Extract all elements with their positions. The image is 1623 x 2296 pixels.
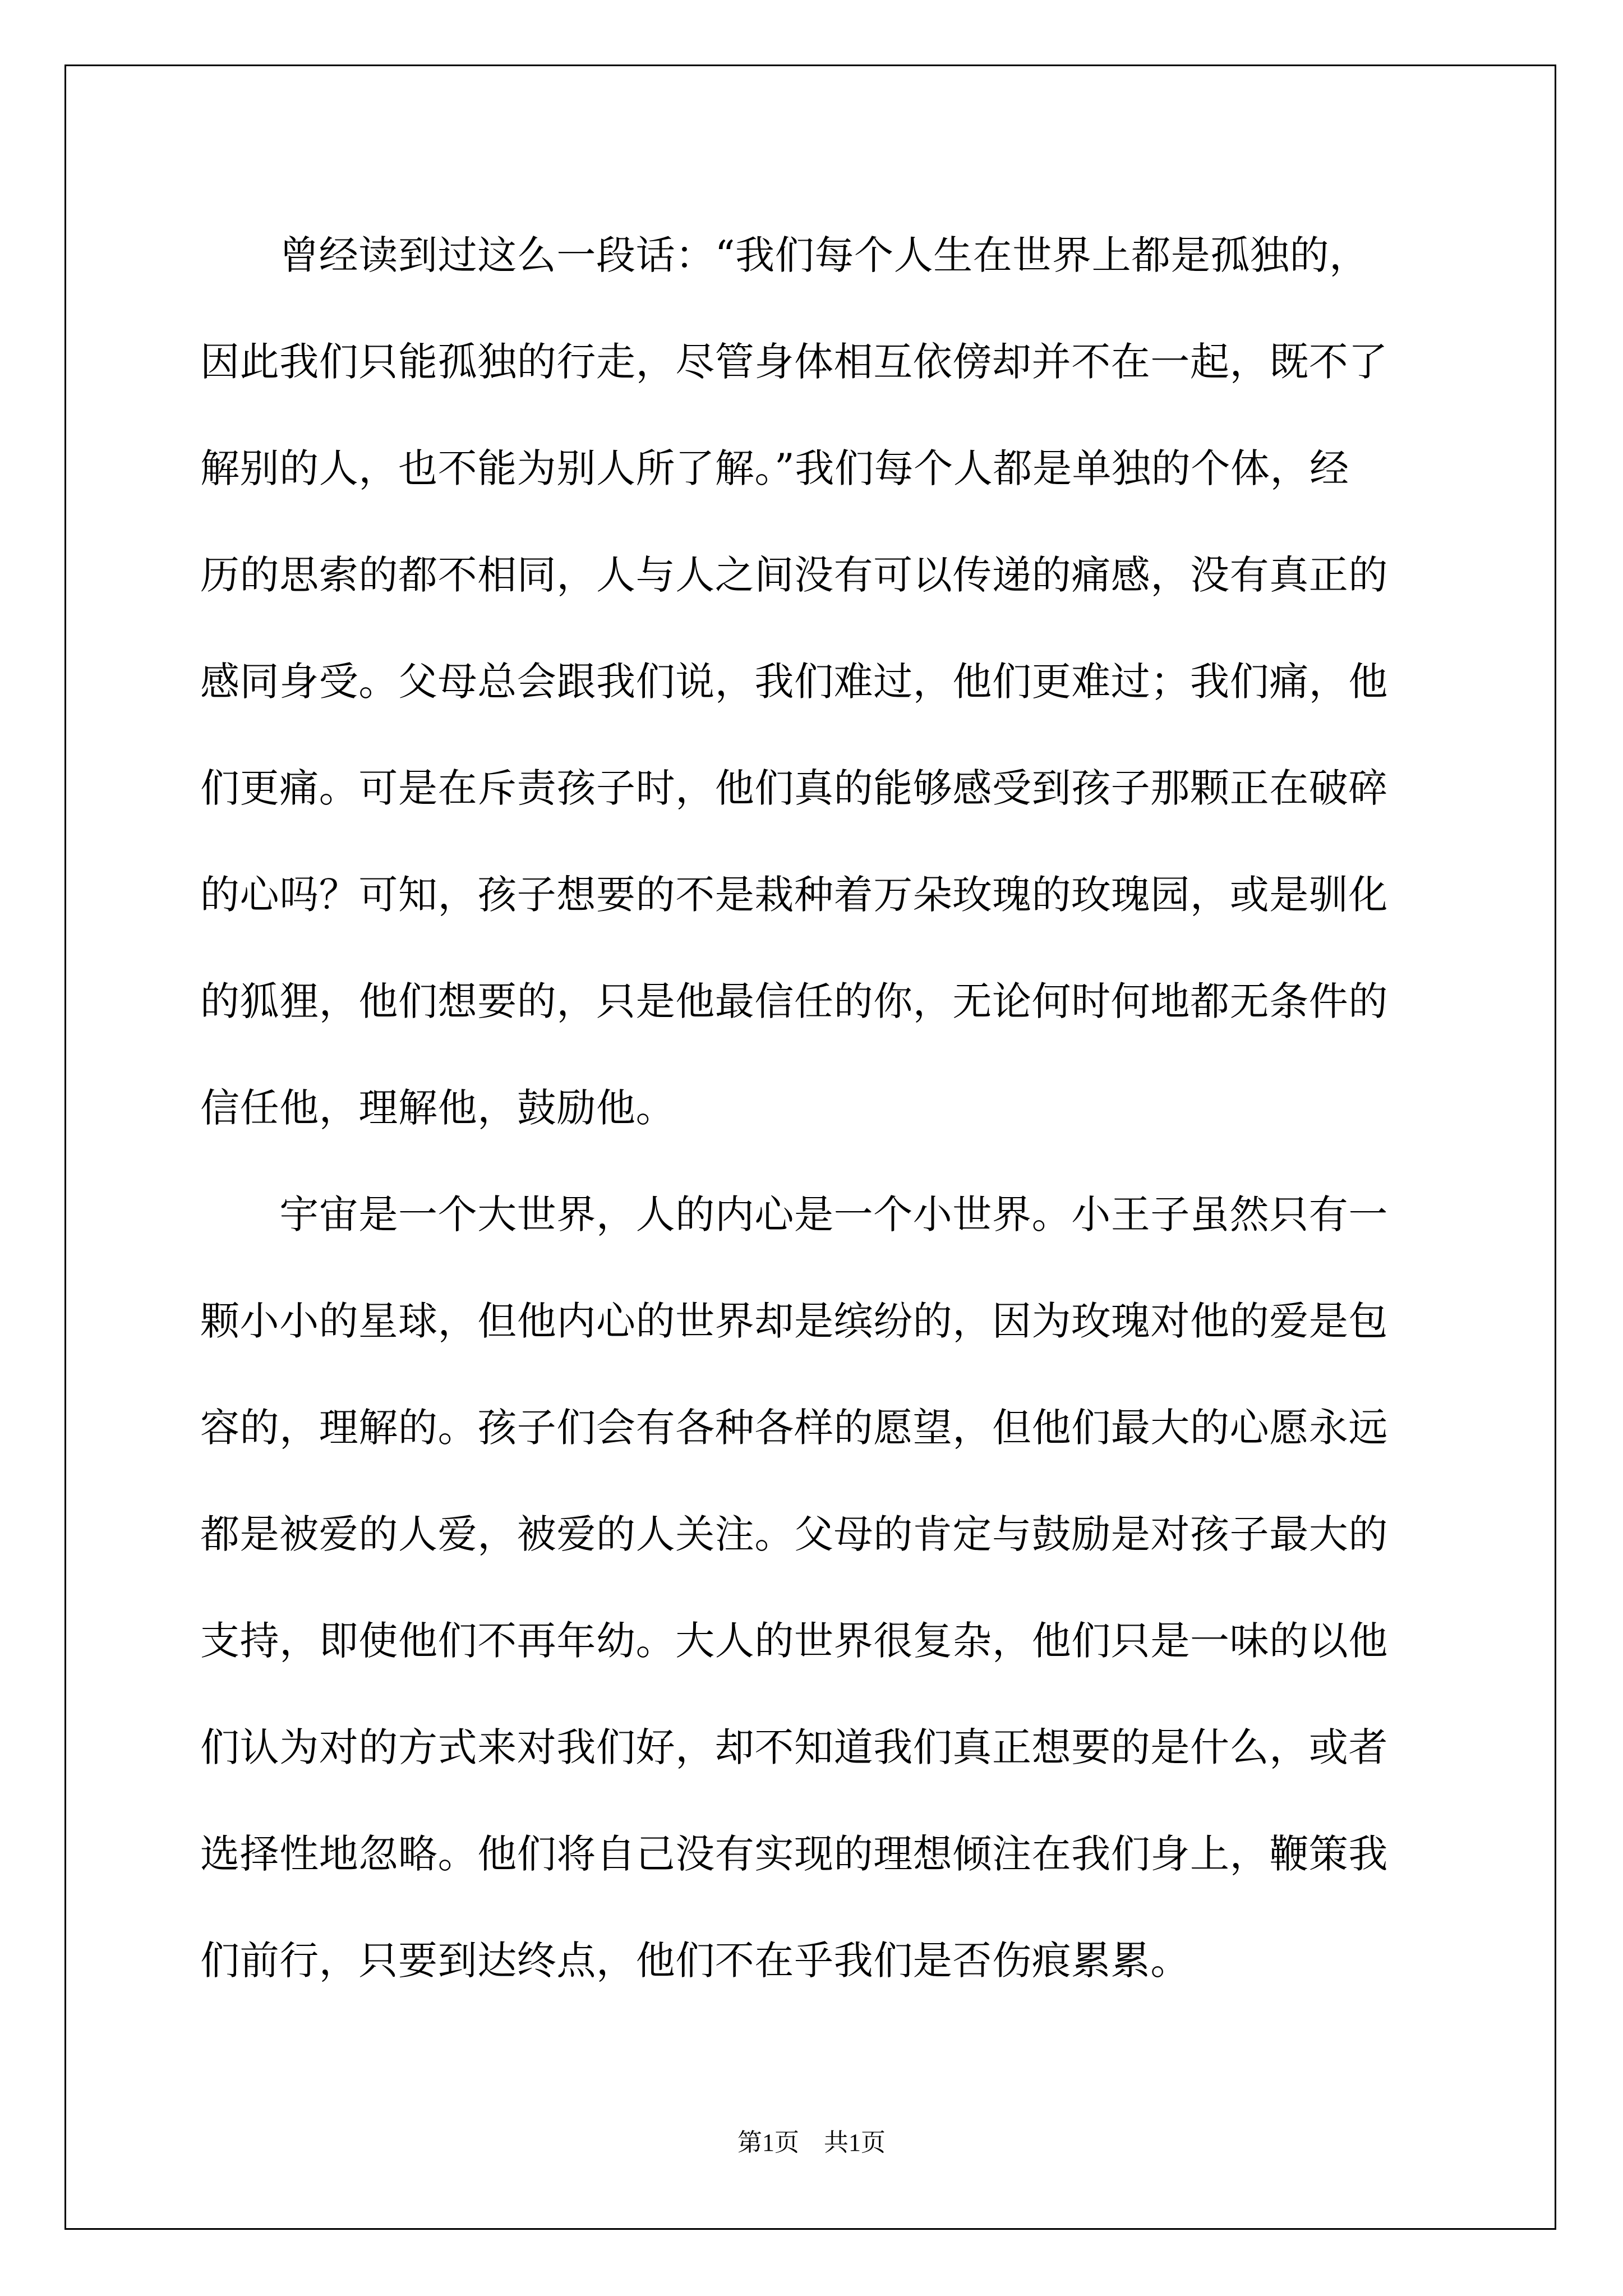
text-line: 宇宙是一个大世界，人的内心是一个小世界。小王子虽然只有一 <box>200 1191 1388 1237</box>
text-line: 的狐狸，他们想要的，只是他最信任的你，无论何时何地都无条件的 <box>200 978 1388 1024</box>
text-line: 感同身受。父母总会跟我们说，我们难过，他们更难过；我们痛，他 <box>200 659 1388 705</box>
text-line: 都是被爱的人爱，被爱的人关注。父母的肯定与鼓励是对孩子最大的 <box>200 1511 1388 1557</box>
text-line: 选择性地忽略。他们将自己没有实现的理想倾注在我们身上，鞭策我 <box>200 1831 1388 1877</box>
text-line: 们前行，只要到达终点，他们不在乎我们是否伤痕累累。 <box>200 1938 1190 1984</box>
text-line: 解别的人，也不能为别人所了解。”我们每个人都是单独的个体，经 <box>200 445 1349 491</box>
text-line: 容的，理解的。孩子们会有各种各样的愿望，但他们最大的心愿永远 <box>200 1405 1388 1451</box>
text-line: 历的思索的都不相同，人与人之间没有可以传递的痛感，没有真正的 <box>200 552 1388 598</box>
text-line: 的心吗？可知，孩子想要的不是栽种着万朵玫瑰的玫瑰园，或是驯化 <box>200 872 1388 918</box>
document-body <box>200 202 1423 2014</box>
page-number-footer: 第1页 共1页 <box>737 2129 886 2156</box>
text-line: 信任他，理解他，鼓励他。 <box>200 1085 676 1131</box>
text-line: 因此我们只能孤独的行走，尽管身体相互依傍却并不在一起，既不了 <box>200 339 1388 385</box>
text-line: 颗小小的星球，但他内心的世界却是缤纷的，因为玫瑰对他的爱是包 <box>200 1298 1388 1344</box>
text-line: 们更痛。可是在斥责孩子时，他们真的能够感受到孩子那颗正在破碎 <box>200 765 1388 811</box>
text-line: 曾经读到过这么一段话：“我们每个人生在世界上都是孤独的， <box>200 232 1369 278</box>
text-line: 支持，即使他们不再年幼。大人的世界很复杂，他们只是一味的以他 <box>200 1618 1388 1664</box>
text-line: 们认为对的方式来对我们好，却不知道我们真正想要的是什么，或者 <box>200 1724 1388 1770</box>
